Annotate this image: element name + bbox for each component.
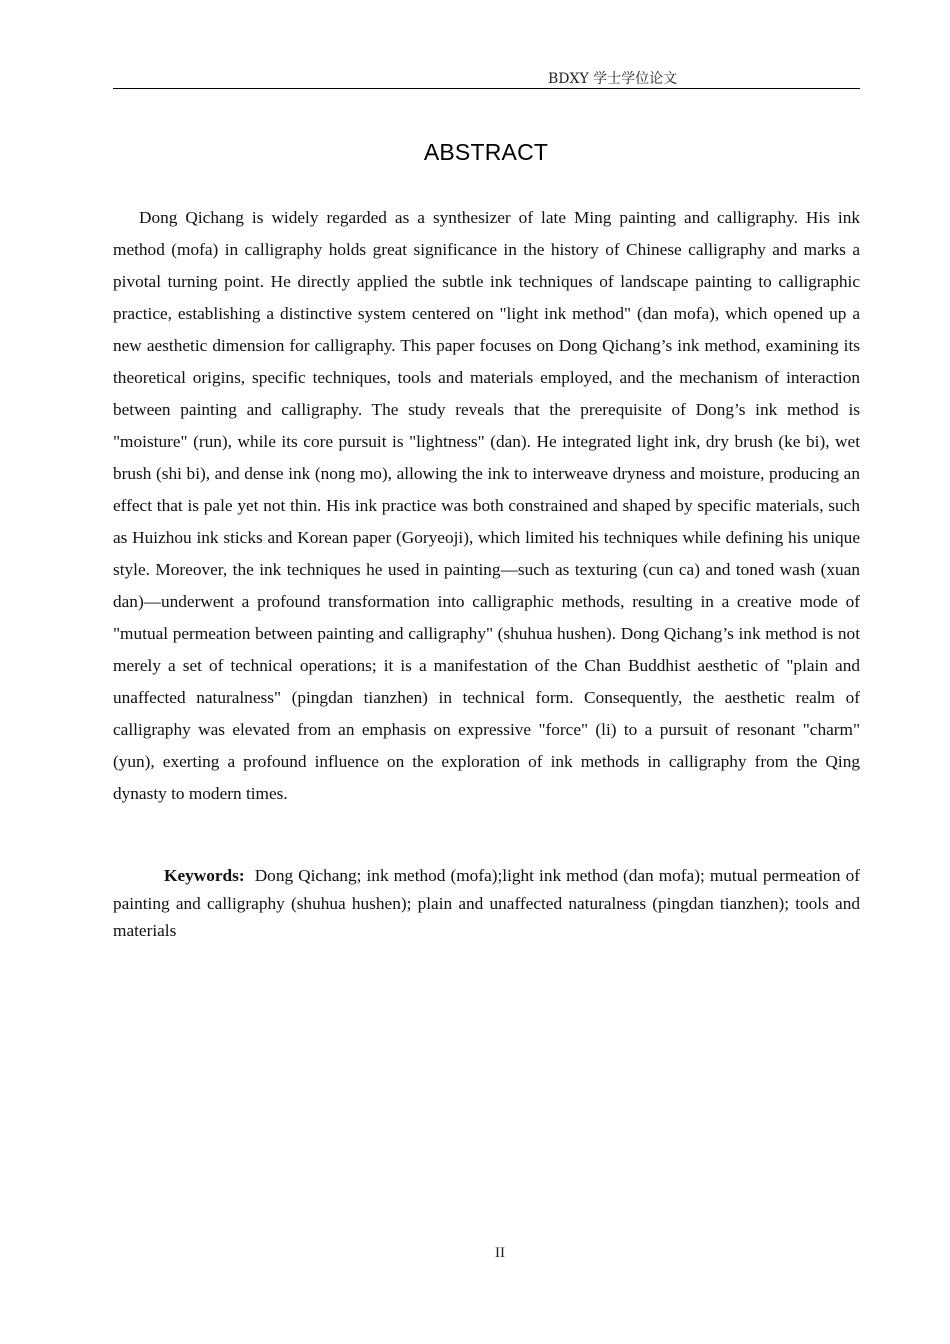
running-header-title: BDXY 学士学位论文	[548, 71, 678, 87]
page-title: ABSTRACT	[423, 139, 549, 165]
running-header	[113, 68, 860, 89]
keywords-text: Dong Qichang; ink method (mofa);light ink method (dan mofa); mutual permeation of painting and calligraphy (shuhua hushen); plain and unaffected naturalness (pingdan tianzhen); tools and materials	[113, 866, 860, 940]
abstract-paragraph: Dong Qichang is widely regarded as a synthesizer of late Ming painting and calligraphy. His ink method (mofa) in calligraphy holds great significance in the history of Chinese calligraphy and marks a pivotal turning point. He directly applied the subtle ink techniques of landscape painting to calligraphic practice, establishing a distinctive system centered on "light ink method" (dan mofa), which opened up a new aesthetic dimension for calligraphy. This paper focuses on Dong Qichang’s ink method, examining its theoretical origins, specific techniques, tools and materials employed, and the mechanism of interaction between painting and calligraphy. The study reveals that the prerequisite of Dong’s ink method is "moisture" (run), while its core pursuit is "lightness" (dan). He integrated light ink, dry brush (ke bi), wet brush (shi bi), and dense ink (nong mo), allowing the ink to interweave dryness and moisture, producing an effect that is pale yet not thin. His ink practice was both constrained and shaped by specific materials, such as Huizhou ink sticks and Korean paper (Goryeoji), which limited his techniques while defining his unique style. Moreover, the ink techniques he used in painting—such as texturing (cun ca) and toned wash (xuan dan)—underwent a profound transformation into calligraphic methods, resulting in a creative mode of "mutual permeation between painting and calligraphy" (shuhua hushen). Dong Qichang’s ink method is not merely a set of technical operations; it is a manifestation of the Chan Buddhist aesthetic of "plain and unaffected naturalness" (pingdan tianzhen) in technical form. Consequently, the aesthetic realm of calligraphy was elevated from an emphasis on expressive "force" (li) to a pursuit of resonant "charm" (yun), exerting a profound influence on the exploration of ink methods in calligraphy from the Qing dynasty to modern times.	[113, 208, 860, 803]
page-number: II	[495, 1245, 505, 1261]
keywords-label: Keywords:	[164, 866, 245, 885]
keywords-block	[113, 862, 860, 945]
